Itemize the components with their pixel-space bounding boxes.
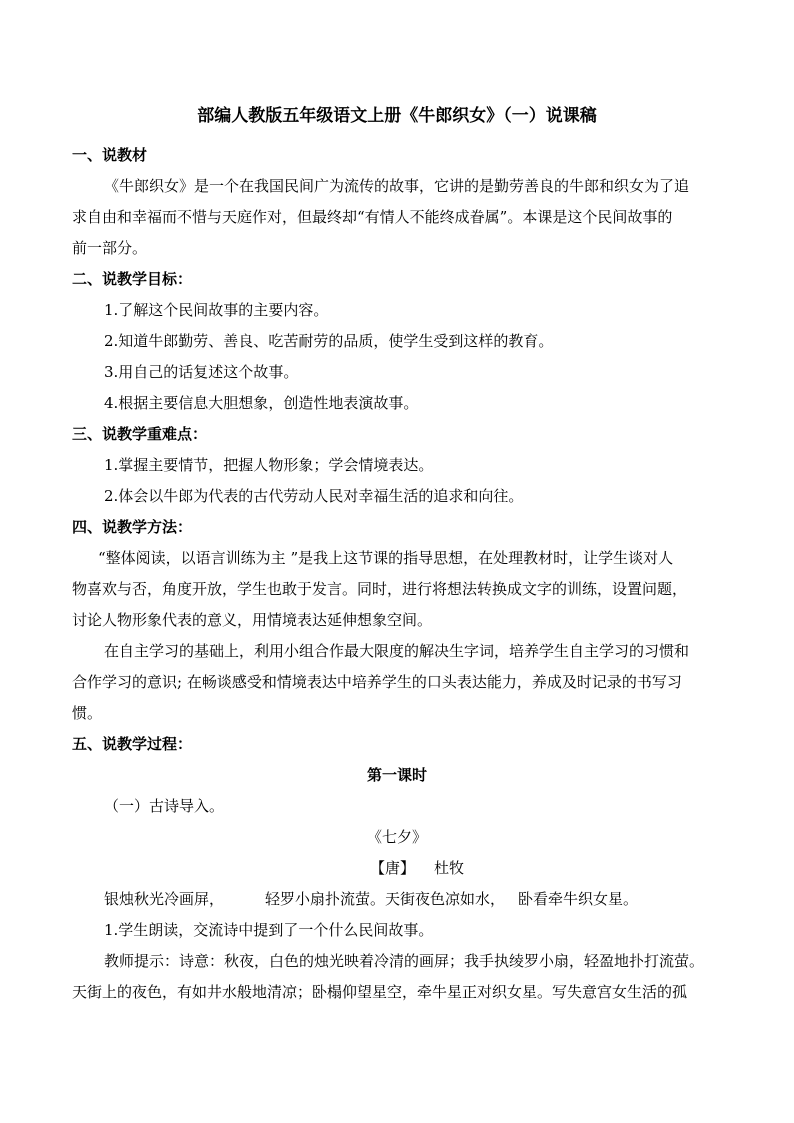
page-title: 部编人教版五年级语文上册《牛郎织女》（一）说课稿 (197, 106, 597, 126)
paragraph-line: “整体阅读，以语言训练为主 ”是我上这节课的指导思想，在处理教材时，让学生谈对人 (98, 549, 674, 567)
poem-dynasty: 【唐】 (370, 859, 416, 877)
poem-line: 轻罗小扇扑流萤。天街夜色凉如水， (265, 890, 506, 908)
paragraph-line: 讨论人物形象代表的意义，用情境表达延伸想象空间。 (72, 611, 433, 629)
paragraph-line: 物喜欢与否，角度开放，学生也敢于发言。同时，进行将想法转换成文字的训练，设置问题， (72, 580, 688, 598)
list-item: 2.体会以牛郎为代表的古代劳动人民对幸福生活的追求和向往。 (104, 487, 524, 505)
list-item: 4.根据主要信息大胆想象，创造性地表演故事。 (104, 394, 419, 412)
section-heading-key-points: 三、说教学重难点： (72, 425, 208, 443)
section-heading-objectives: 二、说教学目标： (72, 270, 193, 288)
poem-line: 银烛秋光冷画屏， (104, 890, 225, 908)
list-item: 3.用自己的话复述这个故事。 (104, 363, 299, 381)
list-item: 1.学生朗读，交流诗中提到了一个什么民间故事。 (104, 921, 434, 939)
paragraph-line: 《牛郎织女》是一个在我国民间广为流传的故事，它讲的是勤劳善良的牛郎和织女为了追 (104, 177, 690, 195)
poem-author: 杜牧 (434, 859, 465, 877)
list-item: 2.知道牛郎勤劳、善良、吃苦耐劳的品质，使学生受到这样的教育。 (104, 332, 554, 350)
paragraph-line: 合作学习的意识; 在畅谈感受和情境表达中培养学生的口头表达能力，养成及时记录的书写习 (72, 673, 682, 691)
step-label: （一）古诗导入。 (104, 797, 225, 815)
paragraph-line: 教师提示：诗意：秋夜，白色的烛光映着冷清的画屏；我手执绫罗小扇，轻盈地扑打流萤。 (104, 952, 705, 970)
list-item: 1.掌握主要情节，把握人物形象；学会情境表达。 (104, 456, 434, 474)
poem-line: 卧看牵牛织女星。 (518, 890, 639, 908)
lesson-title: 第一课时 (366, 766, 427, 784)
list-item: 1.了解这个民间故事的主要内容。 (104, 301, 329, 319)
section-heading-process: 五、说教学过程： (72, 735, 193, 753)
paragraph-line: 求自由和幸福而不惜与天庭作对，但最终却“有情人不能终成眷属”。本课是这个民间故事的 (72, 208, 673, 226)
section-heading-methods: 四、说教学方法： (72, 518, 193, 536)
paragraph-line: 在自主学习的基础上，利用小组合作最大限度的解决生字词，培养学生自主学习的习惯和 (104, 642, 690, 660)
section-heading-textbook: 一、说教材 (72, 146, 148, 164)
paragraph-line: 惯。 (72, 704, 103, 722)
paragraph-line: 天街上的夜色，有如井水般地清凉；卧榻仰望星空，牵牛星正对织女星。写失意宫女生活的孤 (72, 983, 688, 1001)
poem-title: 《七夕》 (366, 828, 427, 846)
paragraph-line: 前一部分。 (72, 239, 148, 257)
